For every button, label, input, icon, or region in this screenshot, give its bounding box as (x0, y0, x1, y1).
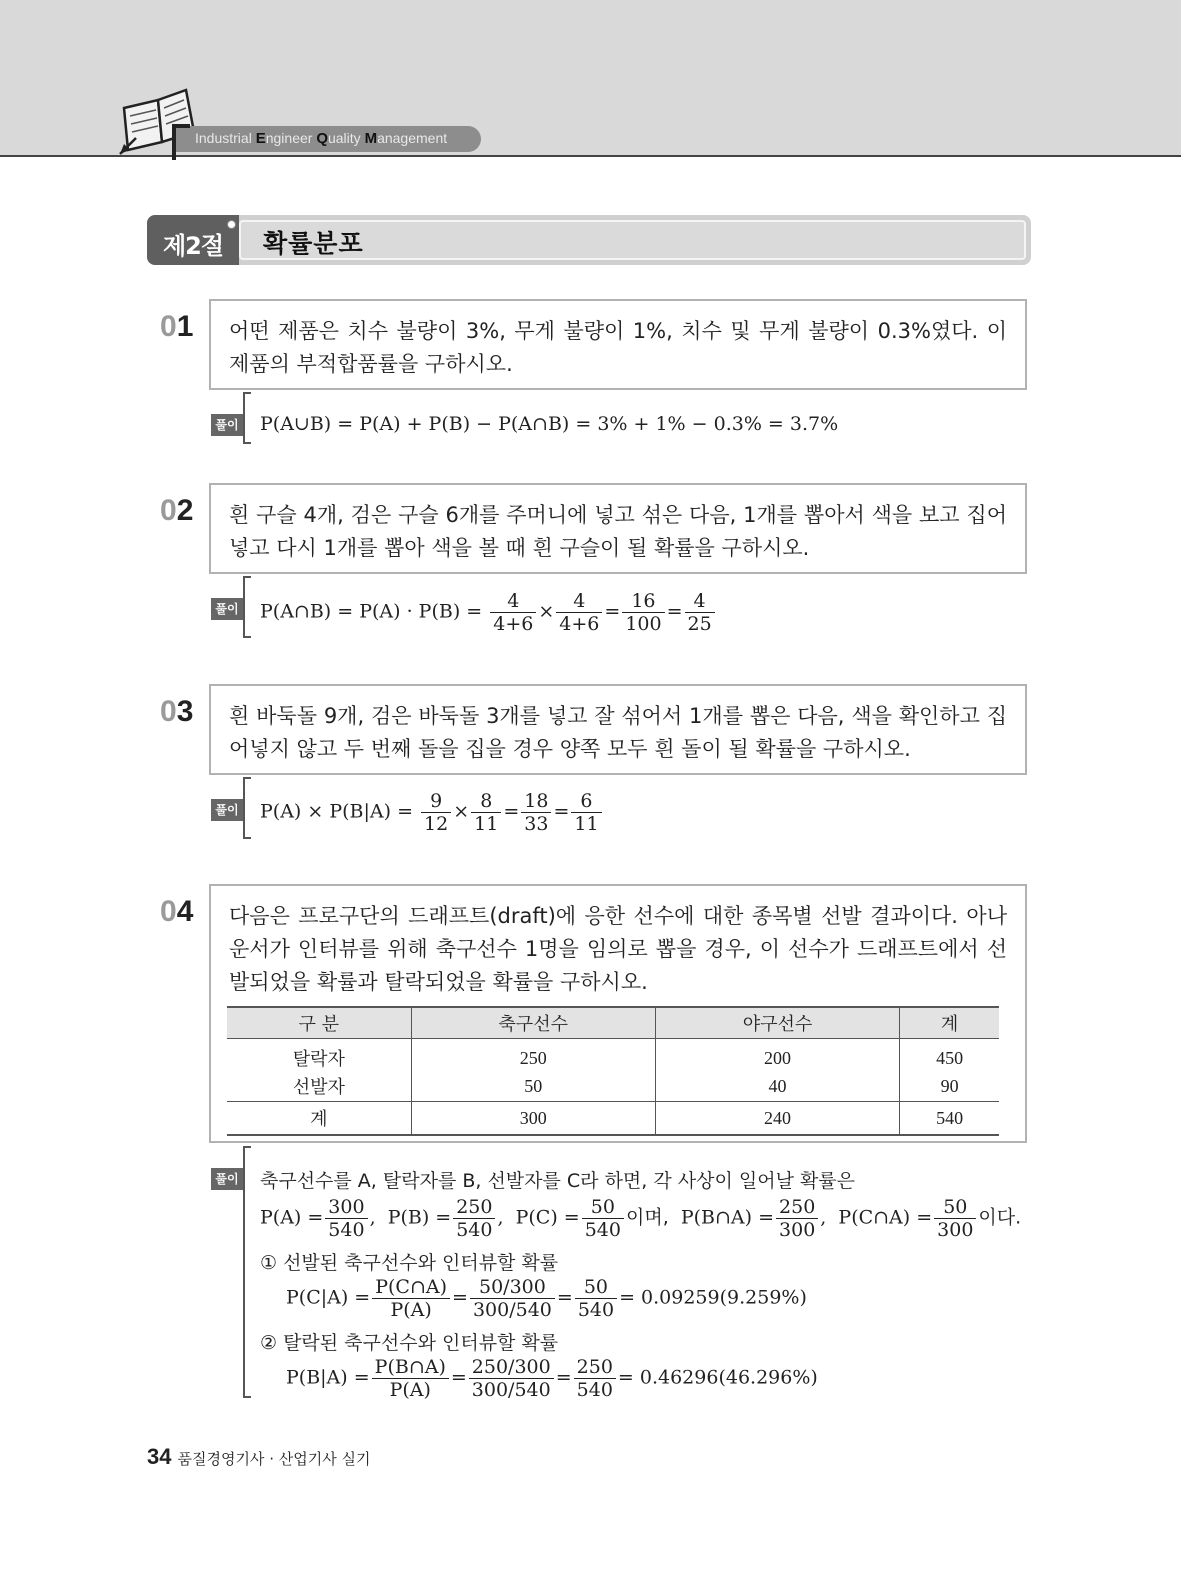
fraction: $\frac{6}{11}$ (571, 790, 601, 835)
table-cell: 200 (655, 1039, 899, 1073)
question-number-02: 02 (160, 494, 194, 527)
solution-formula: P(A∪B) = P(A) + P(B) − P(A∩B) = 3% + 1% − 0.3% = 3.7% (260, 413, 839, 435)
solution-intro: 축구선수를 A, 탈락자를 B, 선발자를 C라 하면, 각 사상이 일어날 확률은 (260, 1170, 856, 1192)
section-number: 제2절 (162, 232, 224, 260)
solution-item-1: ① 선발된 축구선수와 인터뷰할 확률 (260, 1252, 559, 1274)
fraction: $\frac{250}{300}$ (776, 1196, 818, 1241)
table-row (227, 1039, 999, 1073)
draft-result-table (227, 1006, 999, 1136)
table-row (227, 1072, 999, 1102)
fraction: $\frac{50}{300}$ (934, 1196, 976, 1241)
solution-bracket (243, 1146, 245, 1398)
question-box-02 (209, 483, 1027, 574)
table-cell: 240 (655, 1102, 899, 1136)
question-text: 어떤 제품은 치수 불량이 3%, 무게 불량이 1%, 치수 및 무게 불량이 0.3%였다. 이 제품의 부적합품률을 구하시오. (229, 319, 1007, 376)
probability-definitions: P(A) = $\frac{300}{540}$ , P(B) = $\frac{250}{540}$ , P(C) = $\frac{50}{540}$ 이며, P(B∩A) = $\frac{250}{300}$ , P(C∩A) = $\frac{50}{300}$ 이다. (260, 1196, 1022, 1241)
formula-lhs: P(A∩B) = P(A) · P(B) = (260, 600, 483, 623)
solution-badge: 풀이 (211, 598, 243, 620)
brand-title: Industrial Engineer Quality Management (195, 130, 448, 147)
solution-formula-1: P(C|A) = $\frac{P(C\cap A)}{P(A)}$ = $\frac{50/300}{300/540}$ = $\frac{50}{540}$ = 0.09259(9.259%) (286, 1276, 807, 1321)
solution-badge: 풀이 (211, 1168, 243, 1190)
table-cell: 540 (900, 1102, 999, 1136)
table-total-row (227, 1102, 999, 1136)
table-cell: 40 (655, 1072, 899, 1102)
table-header-row (227, 1007, 999, 1039)
fraction: $\frac{P(C\cap A)}{P(A)}$ (372, 1276, 450, 1321)
solution-bracket (243, 576, 245, 638)
table-header-cell: 계 (900, 1007, 999, 1039)
fraction: $\frac{16}{100}$ (622, 590, 664, 635)
fraction: $\frac{4}{4+6}$ (490, 590, 536, 635)
solution-formula: P(A) × P(B|A) = $\frac{9}{12}$ × $\frac{8}{11}$ = $\frac{18}{33}$ = $\frac{6}{11}$ (260, 790, 604, 835)
question-number-04: 04 (160, 895, 194, 928)
solution-item-2: ② 탈락된 축구선수와 인터뷰할 확률 (260, 1332, 559, 1354)
fraction: $\frac{8}{11}$ (471, 790, 501, 835)
fraction: $\frac{250}{540}$ (574, 1356, 616, 1401)
solution-bracket (243, 392, 245, 444)
question-box-01 (209, 299, 1027, 390)
fraction: $\frac{250}{540}$ (453, 1196, 495, 1241)
brand-corner-mark (172, 124, 190, 160)
fraction: $\frac{P(B\cap A)}{P(A)}$ (372, 1356, 449, 1401)
section-title: 확률분포 (263, 229, 364, 258)
table-cell: 300 (411, 1102, 655, 1136)
book-title: 품질경영기사 · 산업기사 실기 (177, 1450, 371, 1468)
formula-lhs: P(A) × P(B|A) = (260, 800, 413, 823)
table-cell: 450 (900, 1039, 999, 1073)
fraction: $\frac{300}{540}$ (325, 1196, 367, 1241)
fraction: $\frac{50}{540}$ (575, 1276, 617, 1321)
solution-badge: 풀이 (211, 799, 243, 821)
section-header (147, 215, 1033, 267)
fraction: $\frac{4}{4+6}$ (556, 590, 602, 635)
table-cell: 선발자 (292, 1077, 345, 1098)
question-number-03: 03 (160, 695, 194, 728)
question-text: 다음은 프로구단의 드래프트(draft)에 응한 선수에 대한 종목별 선발 결과이다. 아나운서가 인터뷰를 위해 축구선수 1명을 임의로 뽑을 경우, 이 선수가 드래프트에서 선발되었을 확률과 탈락되었을 확률을 구하시오. (229, 904, 1007, 994)
section-dot-icon (227, 220, 236, 229)
fraction: $\frac{4}{25}$ (685, 590, 715, 635)
table-header-cell: 야구선수 (655, 1007, 899, 1039)
table-cell: 계 (227, 1102, 411, 1136)
fraction: $\frac{18}{33}$ (521, 790, 551, 835)
fraction: $\frac{50/300}{300/540}$ (470, 1276, 555, 1321)
table-cell: 90 (900, 1072, 999, 1102)
solution-badge: 풀이 (211, 414, 243, 436)
solution-formula: P(A∩B) = P(A) · P(B) = $\frac{4}{4+6}$ × $\frac{4}{4+6}$ = $\frac{16}{100}$ = $\frac{4}{25}$ (260, 590, 717, 635)
solution-bracket (243, 777, 245, 839)
page-footer (147, 1444, 370, 1470)
fraction: $\frac{9}{12}$ (421, 790, 451, 835)
question-text: 흰 구슬 4개, 검은 구슬 6개를 주머니에 넣고 섞은 다음, 1개를 뽑아서 색을 보고 집어넣고 다시 1개를 뽑아 색을 볼 때 흰 구슬이 될 확률을 구하시오. (229, 503, 1007, 560)
fraction: $\frac{50}{540}$ (582, 1196, 624, 1241)
question-number-01: 01 (160, 310, 194, 343)
question-text: 흰 바둑돌 9개, 검은 바둑돌 3개를 넣고 잘 섞어서 1개를 뽑은 다음, 색을 확인하고 집어넣지 않고 두 번째 돌을 집을 경우 양쪽 모두 흰 돌이 될 확률을 구하시오. (229, 704, 1007, 761)
page-number: 34 (147, 1444, 172, 1469)
solution-formula-2: P(B|A) = $\frac{P(B\cap A)}{P(A)}$ = $\frac{250/300}{300/540}$ = $\frac{250}{540}$ = 0.46296(46.296%) (286, 1356, 818, 1401)
table-header-cell: 구 분 (227, 1007, 411, 1039)
table-header-cell: 축구선수 (411, 1007, 655, 1039)
table-cell: 250 (411, 1039, 655, 1073)
question-box-03 (209, 684, 1027, 775)
table-cell: 50 (411, 1072, 655, 1102)
table-cell: 탈락자 (292, 1049, 345, 1070)
fraction: $\frac{250/300}{300/540}$ (469, 1356, 554, 1401)
